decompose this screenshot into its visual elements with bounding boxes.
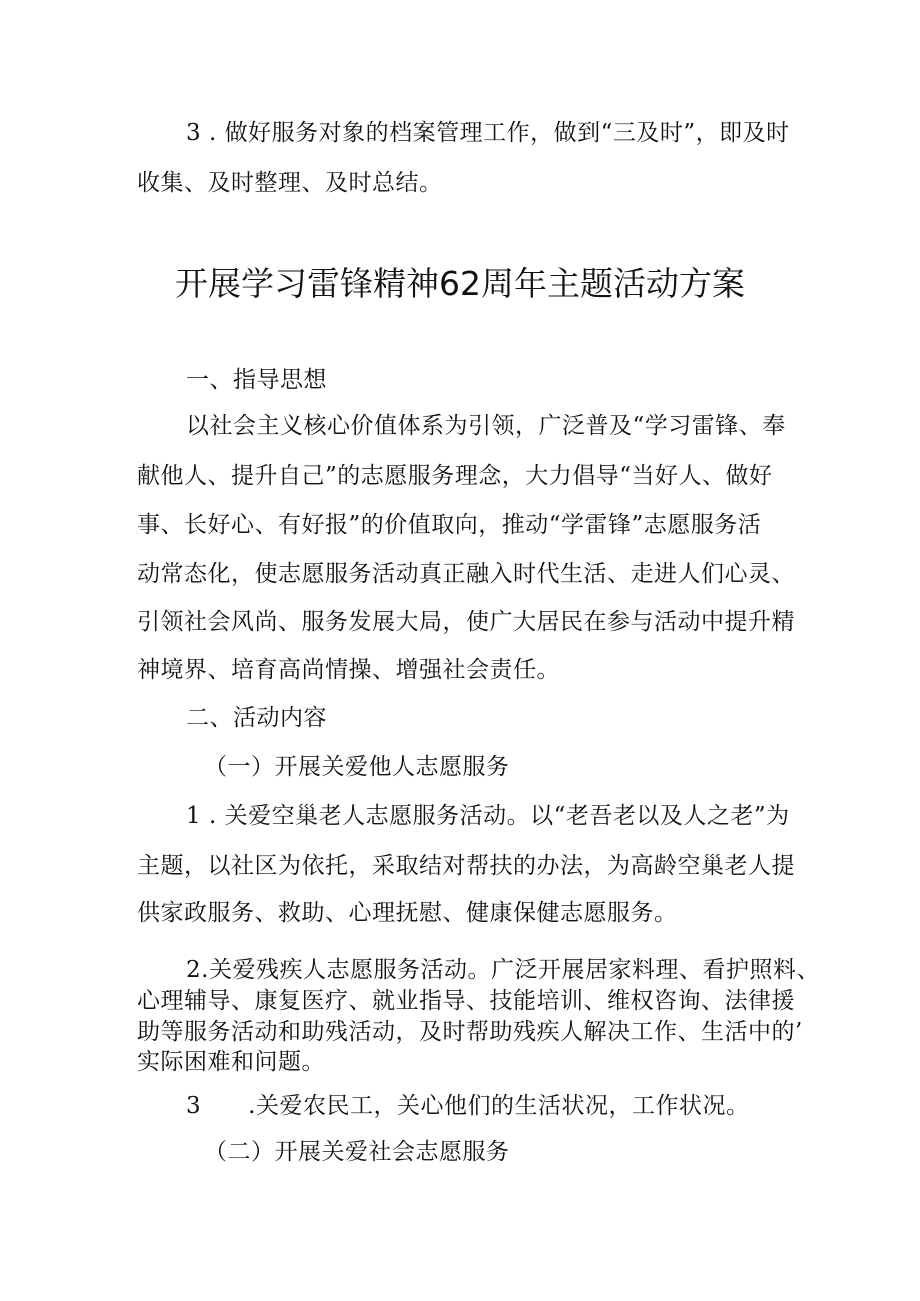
paragraph-line: 3 . 做好服务对象的档案管理工作，做到“三及时”，即及时	[186, 120, 790, 146]
subsection-heading: （二）开展关爱社会志愿服务	[204, 1139, 510, 1165]
section-heading: 一、指导思想	[186, 367, 327, 393]
subsection-heading: （一）开展关爱他人志愿服务	[204, 754, 510, 780]
paragraph-line: 动常态化，使志愿服务活动真正融入时代生活、走进人们心灵、	[137, 561, 795, 587]
list-item-line: 2.关爱残疾人志愿服务活动。广泛开展居家料理、看护照料、	[186, 957, 820, 983]
list-item-line: 实际困难和问题。	[137, 1049, 325, 1075]
paragraph-line: 以社会主义核心价值体系为引领，广泛普及“学习雷锋、奉	[186, 413, 786, 439]
document-title: 开展学习雷锋精神62周年主题活动方案	[175, 264, 745, 303]
list-item-line: 心理辅导、康复医疗、就业指导、技能培训、维权咨询、法律援	[137, 988, 795, 1014]
section-heading: 二、活动内容	[186, 705, 327, 731]
list-item-line: 主题，以社区为依托，采取结对帮扶的办法，为高龄空巢老人提	[137, 853, 795, 879]
list-item-line: 助等服务活动和助残活动，及时帮助残疾人解决工作、生活中的’	[137, 1019, 803, 1045]
paragraph-line: 献他人、提升自己”的志愿服务理念，大力倡导“当好人、做好	[137, 463, 773, 489]
list-item-line: 1 . 关爱空巢老人志愿服务活动。以“老吾老以及人之老”为	[186, 803, 790, 829]
paragraph-line: 事、长好心、有好报”的价值取向，推动“学雷锋”志愿服务活	[137, 512, 762, 538]
paragraph-line: 引领社会风尚、服务发展大局，使广大居民在参与活动中提升精	[137, 609, 795, 635]
list-item-line: 3 .关爱农民工，关心他们的生活状况，工作状况。	[186, 1093, 750, 1119]
list-item-line: 供家政服务、救助、心理抚慰、健康保健志愿服务。	[137, 900, 678, 926]
paragraph-line: 收集、及时整理、及时总结。	[137, 170, 443, 196]
paragraph-line: 神境界、培育高尚情操、增强社会责任。	[137, 657, 560, 683]
